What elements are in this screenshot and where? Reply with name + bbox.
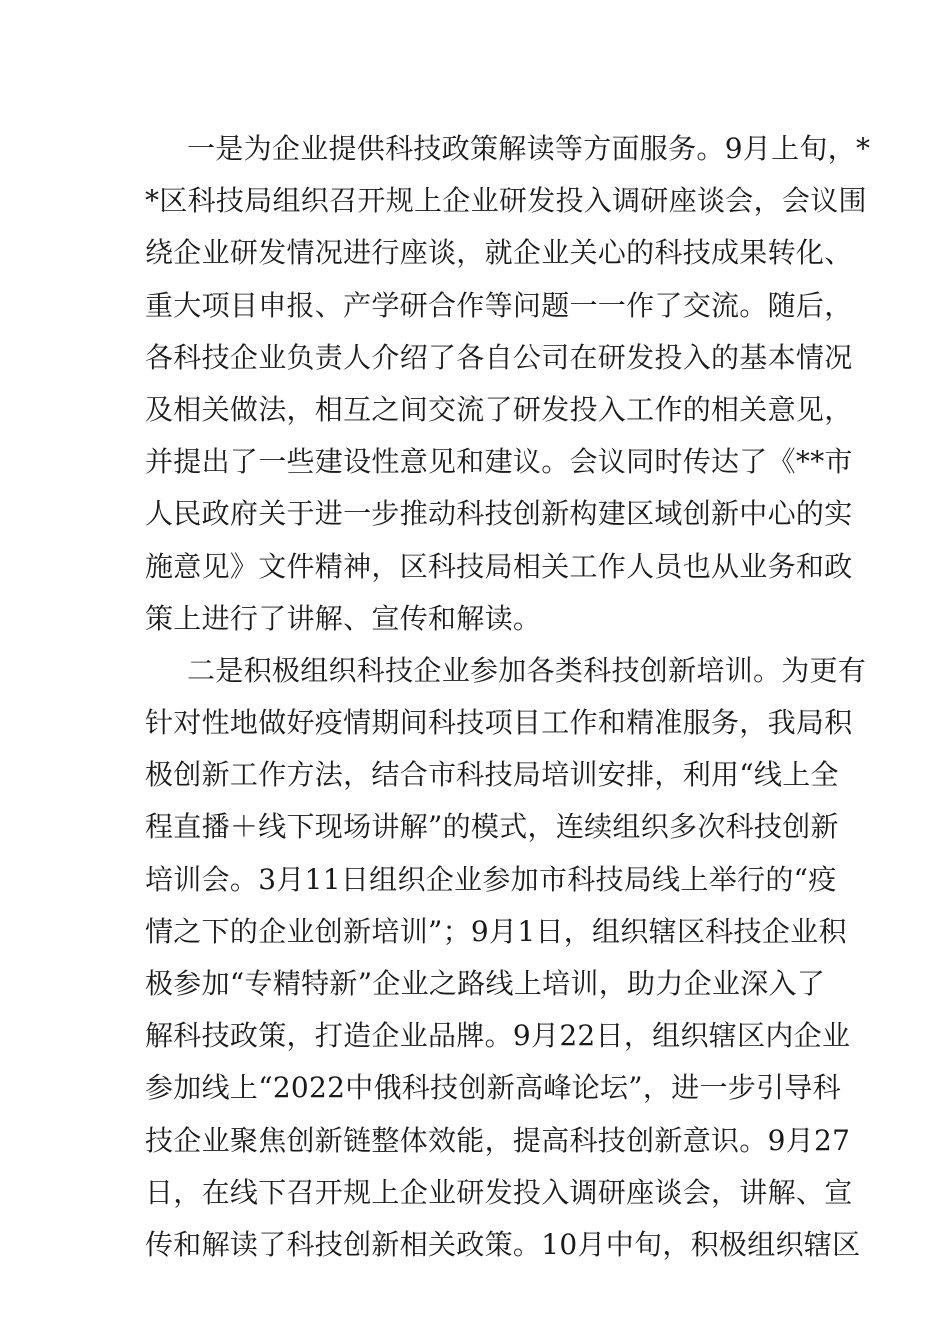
document-page — [145, 123, 871, 1271]
text-line: 针对性地做好疫情期间科技项目工作和精准服务，我局积 — [145, 706, 853, 740]
text-line: 解科技政策，打造企业品牌。9月22日，组织辖区内企业 — [145, 1019, 851, 1053]
text-line: 施意见》文件精神，区科技局相关工作人员也从业务和政 — [145, 549, 853, 583]
text-line: 极创新工作方法，结合市科技局培训安排，利用“线上全 — [145, 758, 839, 792]
text-line: 各科技企业负责人介绍了各自公司在研发投入的基本情况 — [145, 340, 853, 374]
text-line: 培训会。3月11日组织企业参加市科技局线上举行的“疫 — [145, 862, 837, 896]
text-line: 情之下的企业创新培训”；9月1日，组织辖区科技企业积 — [145, 914, 847, 948]
text-line: 极参加“专精特新”企业之路线上培训，助力企业深入了 — [145, 967, 826, 1000]
text-line: *区科技局组织召开规上企业研发投入调研座谈会，会议围 — [145, 184, 867, 218]
text-line: 绕企业研发情况进行座谈，就企业关心的科技成果转化、 — [145, 236, 853, 270]
text-line: 二是积极组织科技企业参加各类科技创新培训。为更有 — [187, 653, 867, 687]
paragraph-1 — [145, 123, 871, 645]
text-line: 传和解读了科技创新相关政策。10月中旬，积极组织辖区 — [145, 1227, 861, 1261]
text-line: 策上进行了讲解、宣传和解读。 — [145, 601, 542, 635]
text-line: 并提出了一些建设性意见和建议。会议同时传达了《**市 — [145, 445, 853, 479]
text-line: 重大项目申报、产学研合作等问题一一作了交流。随后， — [145, 288, 853, 322]
text-line: 程直播＋线下现场讲解”的模式，连续组织多次科技创新 — [145, 810, 839, 844]
text-line: 技企业聚焦创新链整体效能，提高科技创新意识。9月27 — [145, 1123, 851, 1157]
paragraph-2 — [145, 645, 867, 1271]
text-line: 参加线上“2022中俄科技创新高峰论坛”，进一步引导科 — [145, 1071, 841, 1105]
text-line: 及相关做法，相互之间交流了研发投入工作的相关意见， — [145, 392, 853, 426]
text-line: 日，在线下召开规上企业研发投入调研座谈会，讲解、宣 — [145, 1175, 853, 1209]
text-line: 人民政府关于进一步推动科技创新构建区域创新中心的实 — [145, 497, 853, 531]
text-line: 一是为企业提供科技政策解读等方面服务。9月上旬，* — [187, 132, 871, 165]
